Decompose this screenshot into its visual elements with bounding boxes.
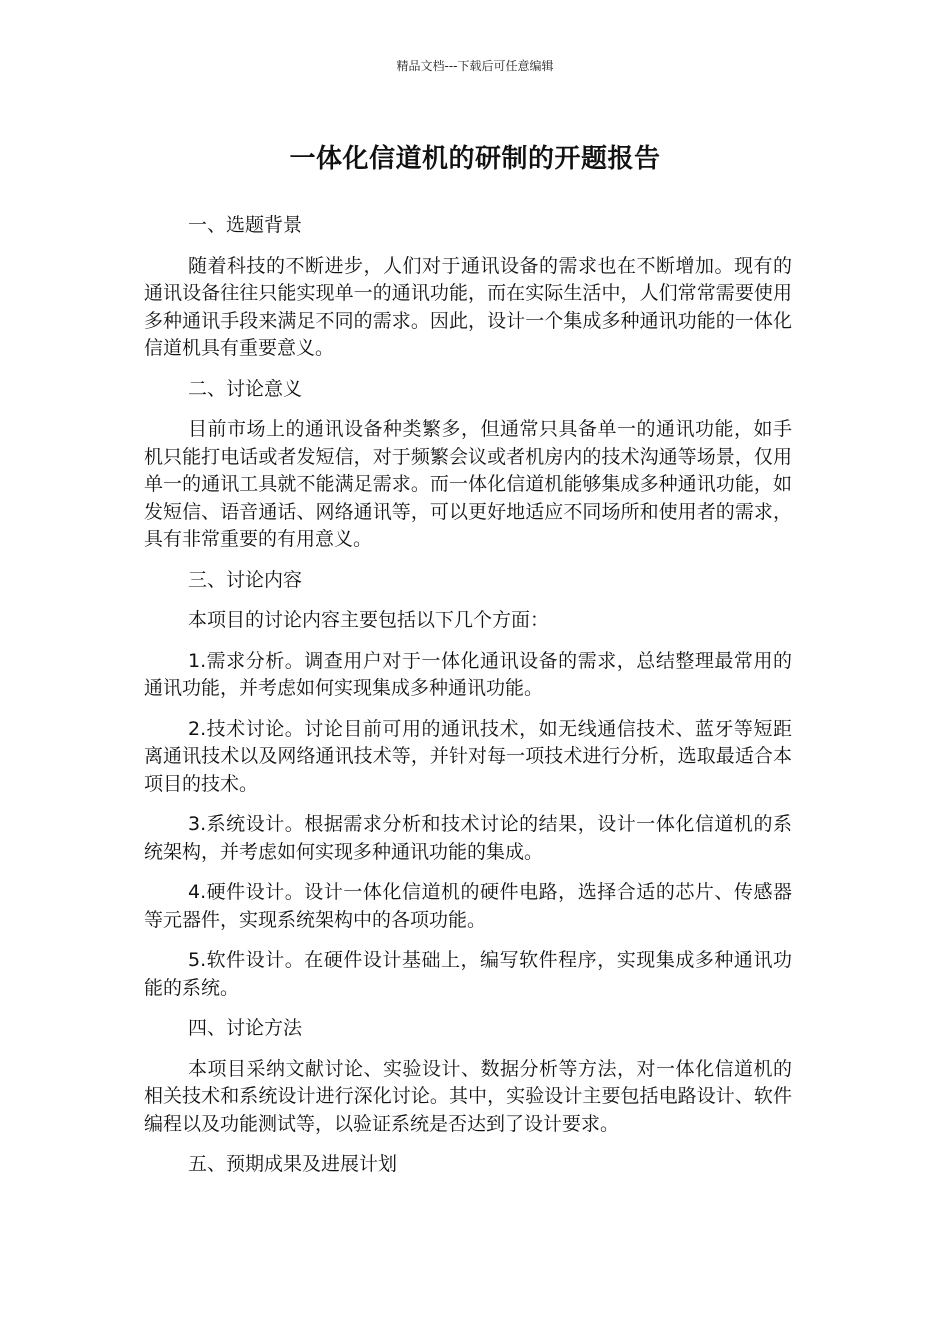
- section-heading: 四、讨论方法: [188, 1017, 303, 1039]
- paragraph: 目前市场上的通讯设备种类繁多，但通常只具备单一的通讯功能，如手机只能打电话或者发短信，对于频繁会议或者机房内的技术沟通等场景，仅用单一的通讯工具就不能满足需求。而一体化信道机能够集成多种通讯功能，如发短信、语音通话、网络通讯等，可以更好地适应不同场所和使用者的需求，具有非常重要的有用意义。: [144, 418, 792, 550]
- document-title: 一体化信道机的研制的开题报告: [289, 144, 661, 174]
- list-item: 3.系统设计。根据需求分析和技术讨论的结果，设计一体化信道机的系统架构，并考虑如何实现多种通讯功能的集成。: [144, 813, 792, 863]
- list-item: 5.软件设计。在硬件设计基础上，编写软件程序，实现集成多种通讯功能的系统。: [144, 949, 792, 999]
- paragraph: 本项目采纳文献讨论、实验设计、数据分析等方法，对一体化信道机的相关技术和系统设计进行深化讨论。其中，实验设计主要包括电路设计、软件编程以及功能测试等，以验证系统是否达到了设计要求。: [144, 1057, 792, 1135]
- list-item: 4.硬件设计。设计一体化信道机的硬件电路，选择合适的芯片、传感器等元器件，实现系统架构中的各项功能。: [144, 881, 792, 931]
- paragraph: 本项目的讨论内容主要包括以下几个方面：: [188, 609, 550, 631]
- document-body: [144, 212, 792, 1192]
- section-heading: 三、讨论内容: [188, 568, 303, 591]
- section-heading: 二、讨论意义: [188, 377, 303, 400]
- header-note: 精品文档---下载后可任意编辑: [396, 59, 554, 73]
- section-heading: 五、预期成果及进展计划: [188, 1153, 398, 1175]
- paragraph: 随着科技的不断进步，人们对于通讯设备的需求也在不断增加。现有的通讯设备往往只能实现单一的通讯功能，而在实际生活中，人们常常需要使用多种通讯手段来满足不同的需求。因此，设计一个集成多种通讯功能的一体化信道机具有重要意义。: [144, 254, 792, 359]
- section-heading: 一、选题背景: [188, 214, 303, 236]
- list-item: 1.需求分析。调查用户对于一体化通讯设备的需求，总结整理最常用的通讯功能，并考虑如何实现集成多种通讯功能。: [144, 649, 792, 699]
- list-item: 2.技术讨论。讨论目前可用的通讯技术，如无线通信技术、蓝牙等短距离通讯技术以及网络通讯技术等，并针对每一项技术进行分析，选取最适合本项目的技术。: [144, 717, 792, 795]
